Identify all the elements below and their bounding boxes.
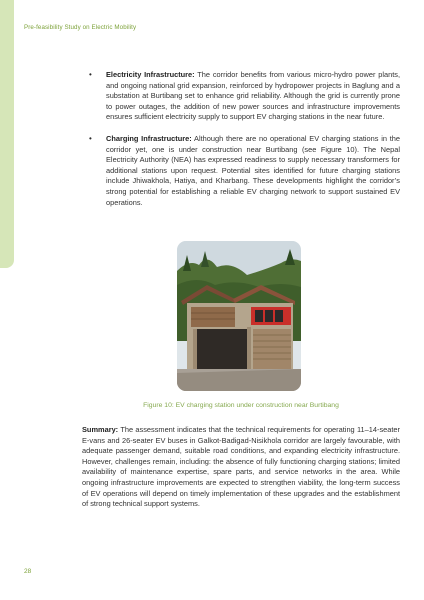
bullet-label: Electricity Infrastructure: — [106, 70, 195, 79]
bullet-body: Although there are no operational EV charging stations in the corridor yet, one is under construction near Burtibang (see Figure 10). The Nepal Electricity Authority (NEA) has expressed readiness to supply necessary transformers for additional stations upon request. Potential sites identified for future charging stations include Jhiwakhola, Hatiya, and Kharbang. These developments highlight the corridor’s strong potential for establishing a reliable EV charging network to support sustained EV operations. — [106, 133, 401, 207]
bullet-label: Charging Infrastructure: — [106, 133, 192, 143]
summary-body: The assessment indicates that the technical requirements for operating 11–14-seater E-vans and 26-seater EV buses in Galkot-Badigad-Nisikhola corridor are largely favourable, with adequate passenger demand, suitable road conditions, and expanding electricity infrastructure. However, challenges remain, including: the absence of fully functioning charging stations; limited availability of maintenance expertise, spare parts, and service networks in the area. While ongoing infrastructure improvements are expected to strengthen viability, the long-term success of EV operations will depend on timely implementation of these upgrades and the establishment of strong technical support systems. — [82, 425, 400, 509]
bullet-dot-icon: • — [89, 133, 92, 143]
bullet-electricity-infrastructure — [82, 70, 400, 123]
bullet-dot-icon: • — [89, 70, 92, 79]
charging-station-photo — [177, 241, 301, 391]
decorative-side-bar — [0, 0, 14, 268]
running-header: Pre-feasibility Study on Electric Mobility — [24, 24, 137, 31]
summary-label: Summary: — [82, 425, 119, 434]
page-number: 28 — [24, 568, 32, 575]
summary-paragraph — [82, 425, 400, 510]
bullet-list — [82, 70, 400, 219]
figure-caption: Figure 10: EV charging station under construction near Burtibang — [143, 402, 339, 409]
bullet-charging-infrastructure — [82, 134, 400, 208]
bullet-body: The corridor benefits from various micro-hydro power plants, and ongoing national grid expansion, reinforced by hydropower projects in Baglung and a substation at Burtibang set to enhance grid reliability. Although the grid is currently prone to power outages, the addition of new power sources and infrastructure improvements ensures sufficient electricity supply to support EV charging stations in the near future. — [106, 70, 400, 122]
